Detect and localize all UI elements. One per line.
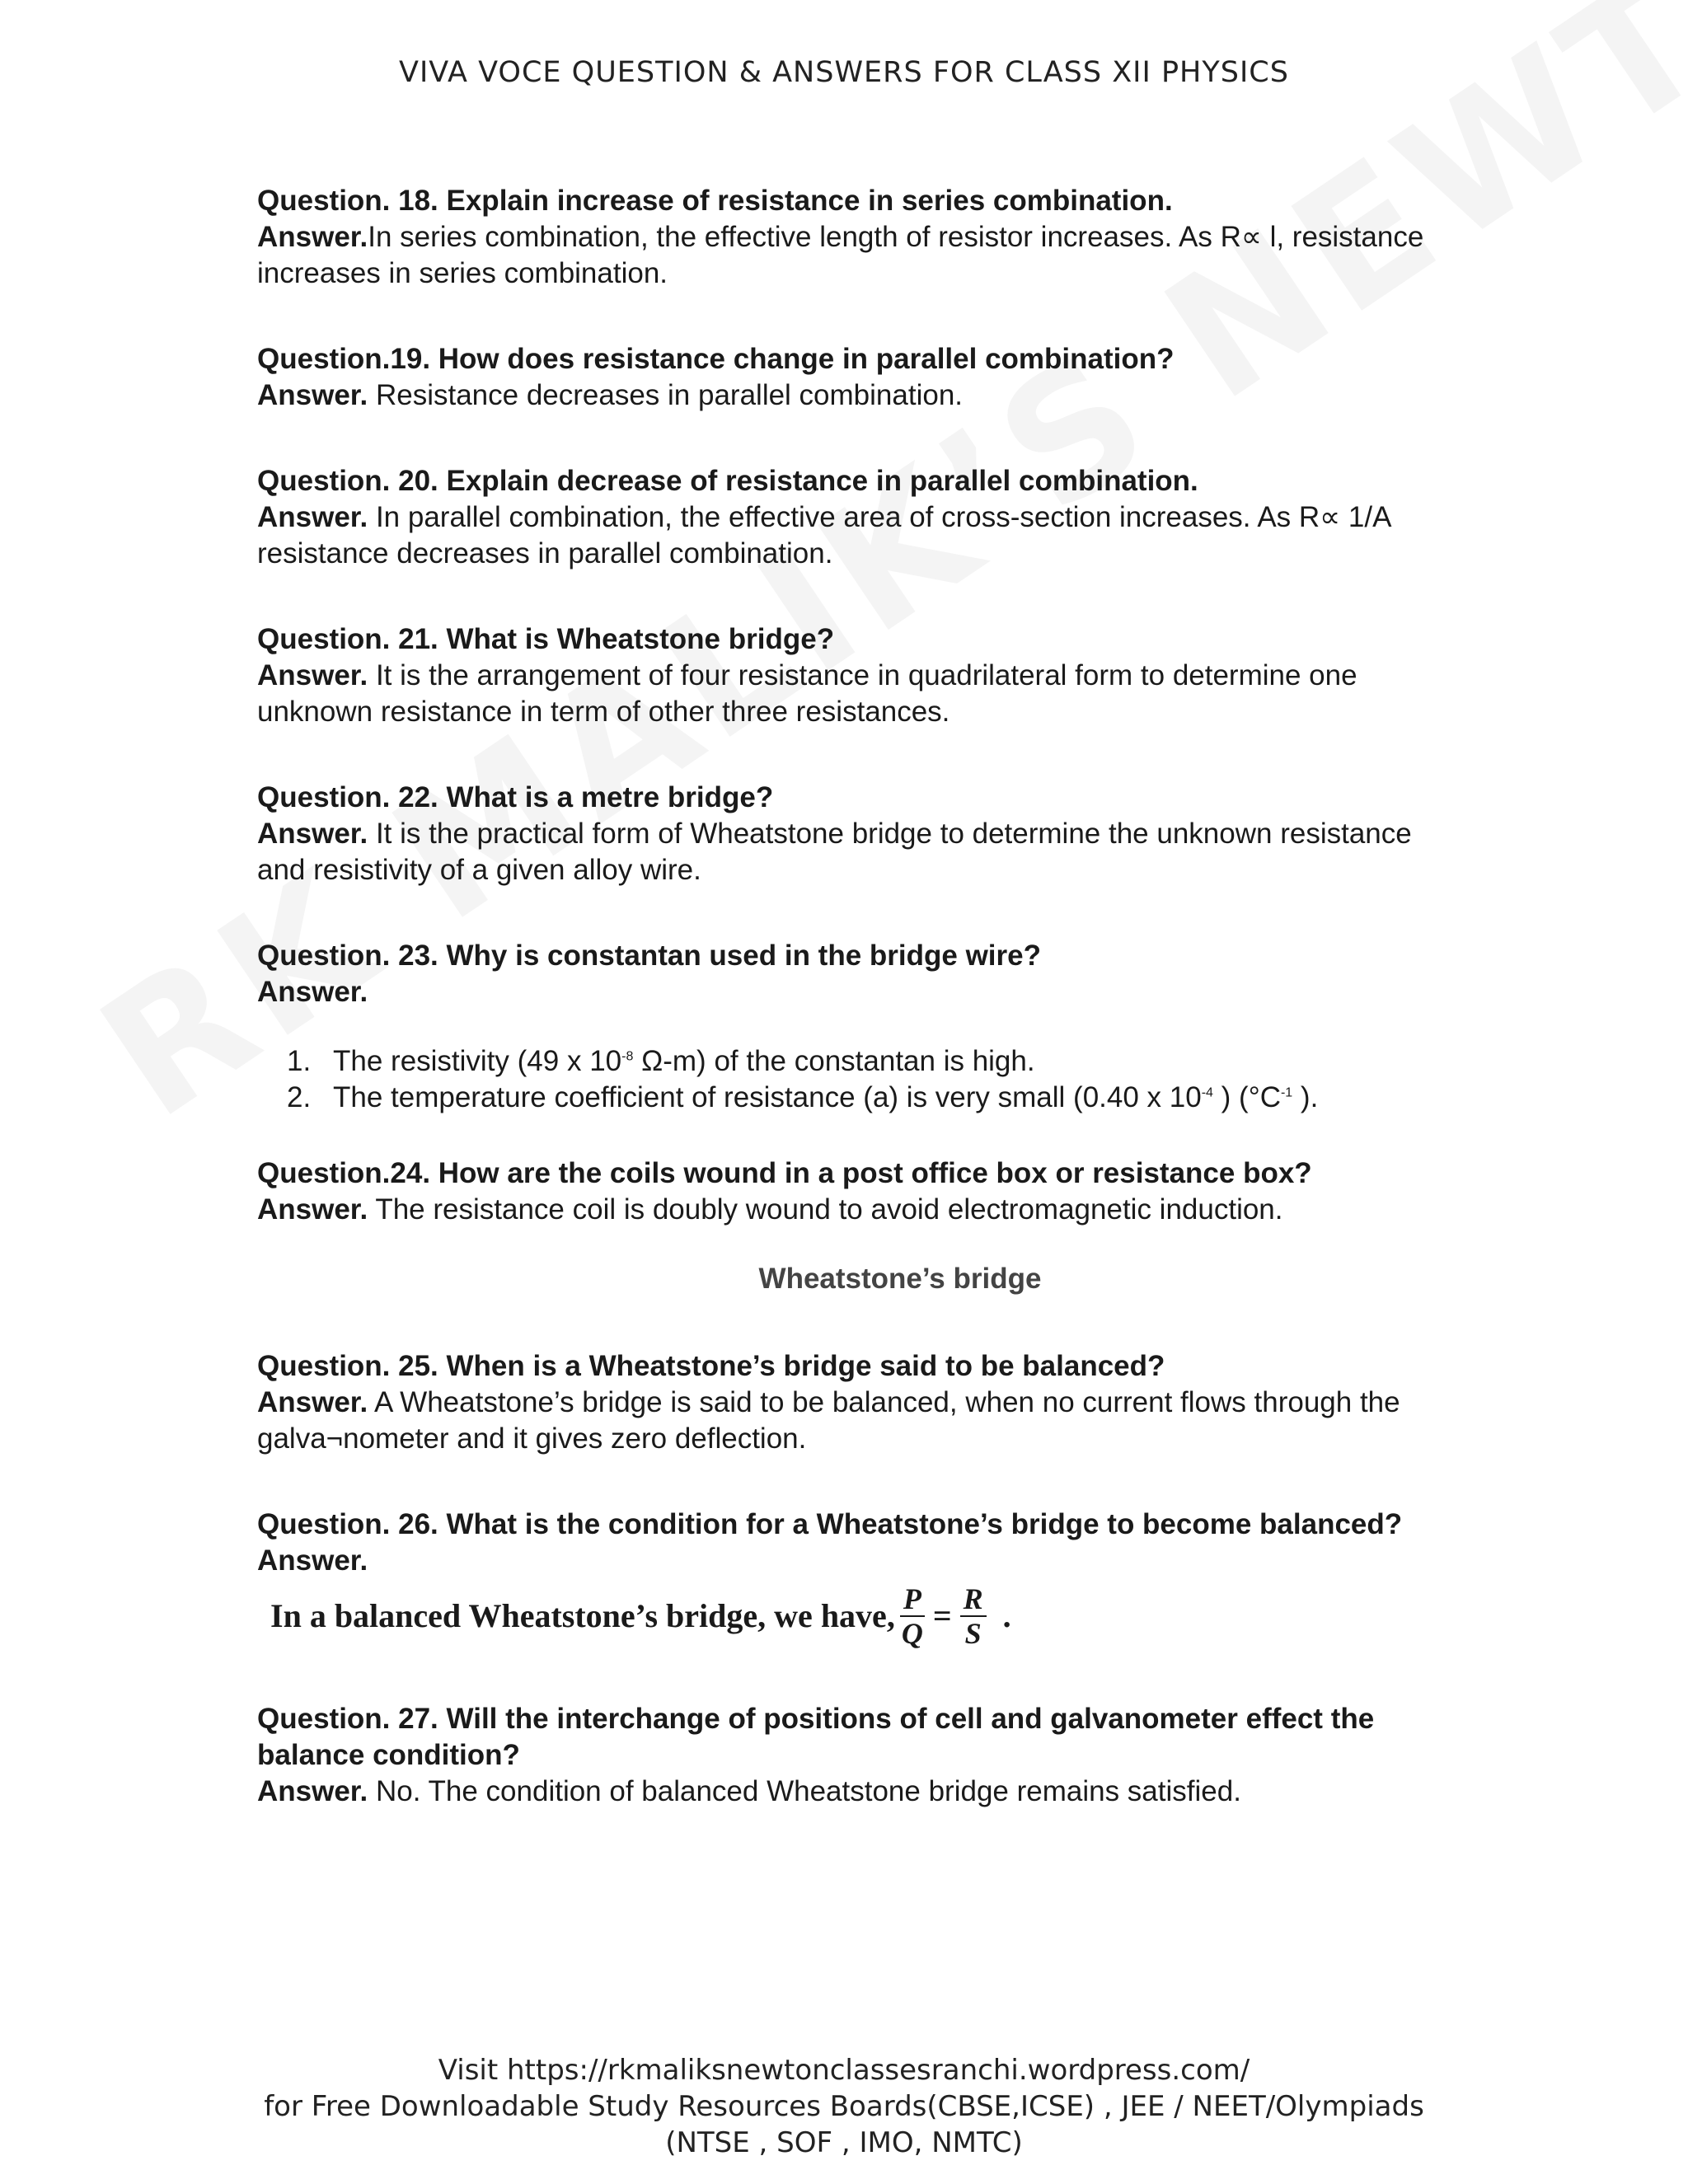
list-text-part: Ω-m) of the constantan is high. bbox=[633, 1045, 1035, 1077]
question-text: Question.24. How are the coils wound in a post office box or resistance box? bbox=[257, 1157, 1312, 1189]
answer-label: Answer. bbox=[257, 818, 368, 850]
qa-item-19 bbox=[257, 341, 1461, 414]
list-item-text bbox=[333, 1043, 1035, 1080]
list-item bbox=[287, 1080, 1461, 1116]
question-text: Question. 21. What is Wheatstone bridge? bbox=[257, 623, 835, 655]
question-text: Question. 26. What is the condition for a Wheatstone’s bridge to become balanced? bbox=[257, 1508, 1403, 1540]
qa-item-25 bbox=[257, 1348, 1461, 1457]
list-item bbox=[287, 1043, 1461, 1080]
qa-item-21 bbox=[257, 621, 1461, 730]
qa-item-27 bbox=[257, 1701, 1461, 1810]
equals-sign: = bbox=[932, 1597, 952, 1634]
exponent: -1 bbox=[1280, 1085, 1293, 1100]
list-item-number: 2. bbox=[287, 1081, 312, 1113]
fraction-r-over-s bbox=[960, 1582, 987, 1650]
exponent: -8 bbox=[621, 1049, 634, 1064]
qa-item-24 bbox=[257, 1155, 1461, 1228]
footer-line-2: for Free Downloadable Study Resources Boards(CBSE,ICSE) , JEE / NEET/Olympiads bbox=[264, 2090, 1424, 2123]
page-footer bbox=[0, 2052, 1688, 2161]
footer-line-3: (NTSE , SOF , IMO, NMTC) bbox=[665, 2126, 1023, 2159]
answer-body: It is the arrangement of four resistance in quadrilateral form to determine one unknown resistance in term of other three resistances. bbox=[257, 659, 1357, 728]
section-heading: Wheatstone’s bridge bbox=[758, 1263, 1042, 1295]
answer-label: Answer. bbox=[257, 976, 368, 1008]
answer-label: Answer. bbox=[257, 379, 368, 411]
footer-link-line[interactable]: Visit https://rkmaliksnewtonclassesranchi.wordpress.com/ bbox=[438, 2054, 1250, 2087]
fraction-p-over-q bbox=[900, 1582, 925, 1650]
answer-text bbox=[257, 499, 1461, 572]
fraction-denominator: S bbox=[964, 1617, 982, 1650]
answer-text bbox=[257, 1774, 1461, 1810]
answer-label: Answer. bbox=[257, 659, 368, 691]
balance-formula bbox=[270, 1582, 1461, 1650]
qa-item-23 bbox=[257, 938, 1461, 1116]
list-text-part: The resistivity (49 x 10 bbox=[333, 1045, 622, 1077]
question-text: Question. 23. Why is constantan used in the bridge wire? bbox=[257, 940, 1041, 972]
answer-body: In series combination, the effective length of resistor increases. As R∝ l, resistance increases in series combination. bbox=[257, 221, 1424, 289]
answer-text bbox=[257, 816, 1461, 888]
question-text: Question. 22. What is a metre bridge? bbox=[257, 781, 774, 813]
question-text: Question.19. How does resistance change in parallel combination? bbox=[257, 343, 1175, 375]
formula-end: . bbox=[1002, 1597, 1011, 1634]
page-header: VIVA VOCE QUESTION & ANSWERS FOR CLASS XII PHYSICS bbox=[399, 56, 1289, 89]
fraction-numerator: R bbox=[960, 1582, 987, 1617]
answer-body: No. The condition of balanced Wheatstone bridge remains satisfied. bbox=[368, 1775, 1241, 1807]
question-text: Question. 18. Explain increase of resistance in series combination. bbox=[257, 185, 1173, 217]
fraction-numerator: P bbox=[900, 1582, 925, 1617]
question-text: Question. 25. When is a Wheatstone’s bridge said to be balanced? bbox=[257, 1350, 1165, 1382]
list-item-text bbox=[333, 1080, 1318, 1116]
answer-body: Resistance decreases in parallel combination. bbox=[368, 379, 964, 411]
answer-label: Answer. bbox=[257, 1544, 368, 1577]
list-item-number: 1. bbox=[287, 1045, 312, 1077]
fraction-denominator: Q bbox=[901, 1617, 923, 1650]
answer-body: In parallel combination, the effective area of cross-section increases. As R∝ 1/A resistance decreases in parallel combination. bbox=[257, 501, 1390, 569]
answer-label: Answer. bbox=[257, 501, 368, 533]
answer-list bbox=[287, 1043, 1461, 1116]
qa-item-18 bbox=[257, 183, 1461, 292]
list-text-part: The temperature coefficient of resistance (a) is very small (0.40 x 10 bbox=[333, 1081, 1202, 1113]
answer-text bbox=[257, 1192, 1461, 1228]
answer-label: Answer. bbox=[257, 1386, 368, 1418]
question-text: Question. 27. Will the interchange of positions of cell and galvanometer effect the balance condition? bbox=[257, 1703, 1375, 1771]
qa-item-26 bbox=[257, 1507, 1461, 1650]
exponent: -4 bbox=[1201, 1085, 1213, 1100]
answer-text bbox=[257, 658, 1461, 730]
answer-text bbox=[257, 377, 1461, 414]
answer-text bbox=[257, 1385, 1461, 1457]
question-text: Question. 20. Explain decrease of resistance in parallel combination. bbox=[257, 465, 1198, 497]
answer-label: Answer. bbox=[257, 221, 368, 253]
answer-body: It is the practical form of Wheatstone bridge to determine the unknown resistance and resistivity of a given alloy wire. bbox=[257, 818, 1412, 886]
answer-label: Answer. bbox=[257, 1775, 368, 1807]
answer-text bbox=[257, 219, 1461, 292]
formula-text: In a balanced Wheatstone’s bridge, we have, bbox=[270, 1597, 895, 1634]
qa-item-22 bbox=[257, 780, 1461, 888]
list-text-part: ). bbox=[1292, 1081, 1319, 1113]
answer-body: A Wheatstone’s bridge is said to be balanced, when no current flows through the galva¬nometer and it gives zero deflection. bbox=[257, 1386, 1400, 1455]
answer-label: Answer. bbox=[257, 1193, 368, 1226]
list-text-part: ) (°C bbox=[1212, 1081, 1281, 1113]
answer-body: The resistance coil is doubly wound to avoid electromagnetic induction. bbox=[368, 1193, 1283, 1226]
qa-item-20 bbox=[257, 463, 1461, 572]
document-body bbox=[257, 183, 1461, 1859]
